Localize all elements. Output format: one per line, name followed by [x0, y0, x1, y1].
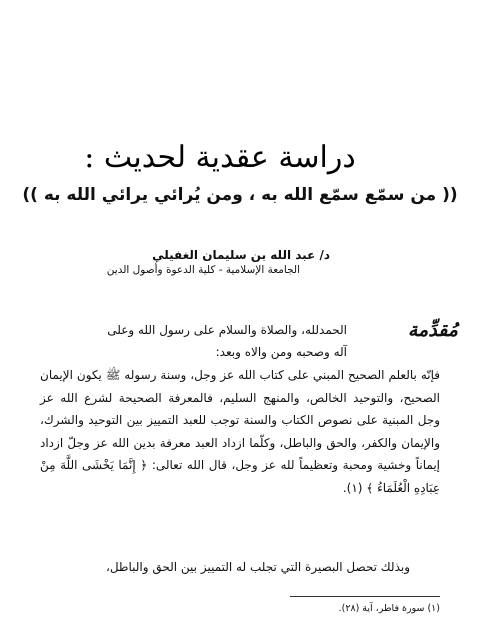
verse-footnote-ref: (١). — [342, 480, 363, 495]
footnote: (١) سورة فاطر، آية (٢٨). — [338, 603, 440, 614]
footnote-divider — [290, 596, 440, 597]
body-paragraph — [40, 364, 440, 499]
paragraph-text: فإنّه بالعلم الصحيح المبني على كتاب الله عز وجل، وسنة رسوله ﷺ يكون الإيمان الصحيح، والتوحيد الخالص، والمنهج السليم، فالمعرفة الصحيحة لشرع الله عز وجل المبنية على نصوص الكتاب والسنة توجب للعبد التمييز بين التوحيد والشرك، والإيمان والكفر، والحق والباطل، وكلّما ازداد العبد معرفة بدين الله عز وجلّ ازداد إيماناً وخشية ومحبة وتعظيماً لله عز وجل، قال الله تعالى: — [40, 368, 440, 472]
author-affiliation: الجامعة الإسلامية - كلية الدعوة وأصول الدين — [106, 264, 300, 276]
hadith-subtitle: (( من سمّع سمّع الله به ، ومن يُرائي يرائي الله به )) — [22, 185, 458, 205]
intro-heading: مُقدِّمة — [407, 319, 458, 341]
intro-line-2: آله وصحبه ومن والاه وبعد: — [215, 345, 347, 359]
paragraph-continuation: وبذلك تحصل البصيرة التي تجلب له التمييز بين الحق والباطل، — [105, 560, 410, 574]
intro-line-1: الحمدلله، والصلاة والسلام على رسول الله وعلى — [107, 323, 347, 337]
quran-verse: ﴿ إِنَّمَا يَخْشَى اللَّهَ مِنْ عِبَادِهِ الْعُلَمَاءُ ﴾ — [40, 458, 440, 495]
article-title: دراسة عقدية لحديث : — [84, 140, 356, 175]
author-name: د/ عبد الله بن سليمان الغفيلي — [152, 248, 330, 262]
